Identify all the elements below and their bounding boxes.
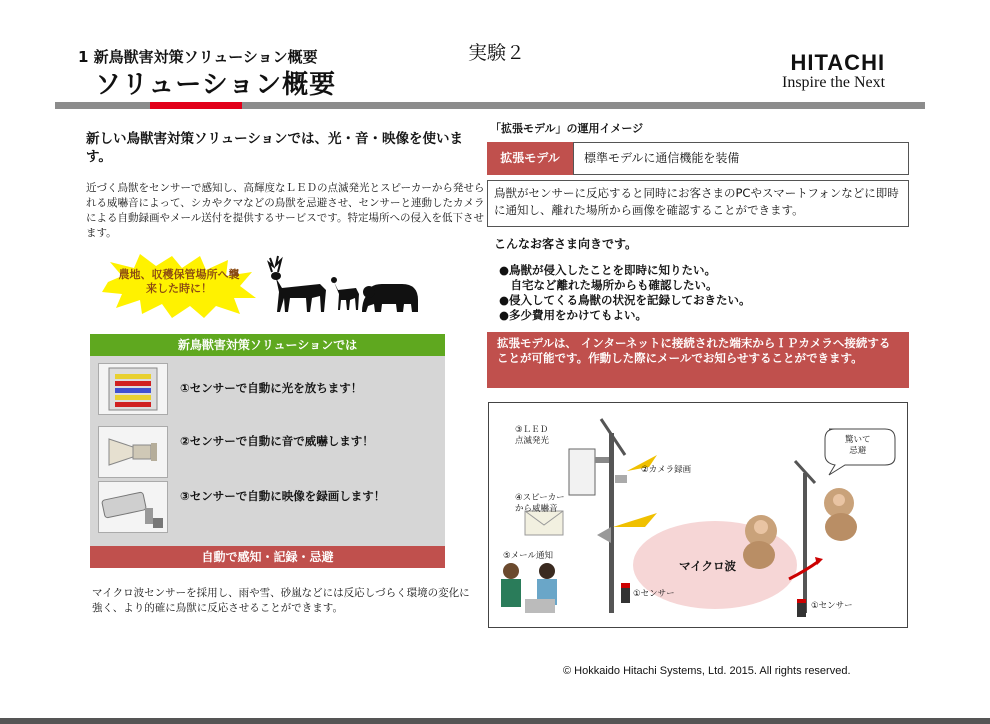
speech-bubble-text: 驚いて 忌避 — [845, 435, 871, 456]
speaker-horn-icon — [99, 427, 167, 477]
lead-text: 新しい鳥獣害対策ソリューションでは、光・音・映像を使います。 — [86, 131, 464, 165]
target-customers-heading: こんなお客さま向きです。 — [494, 237, 638, 251]
burst-text: 農地、収穫保管場所へ襲来した時に！ — [118, 268, 240, 295]
animals-silhouette-icon — [262, 254, 422, 316]
logo-tagline: Inspire the Next — [782, 74, 886, 91]
security-camera-icon — [99, 482, 167, 532]
feature-item-light: ①センサーで自動に光を放ちます！ — [180, 381, 363, 395]
logo-brand: HITACHI — [790, 50, 886, 75]
microwave-label: マイクロ波 — [679, 559, 737, 573]
feature-item-sound: ②センサーで自動に音で威嚇します！ — [180, 434, 374, 448]
bullet-item: ●侵入してくる鳥獣の状況を記録しておきたい。 — [499, 293, 751, 307]
panel-header: 新鳥獣害対策ソリューションでは — [90, 334, 445, 356]
bullet-item: 自宅など離れた場所からも確認したい。 — [499, 278, 718, 292]
led-label: ③ＬＥＤ 点滅発光 — [515, 425, 550, 446]
description-text: 近づく鳥獣をセンサーで感知し、高輝度なＬＥＤの点滅発光とスピーカーから発せられる威嚇音によって、シカやクマなどの鳥獣を忌避させ、センサーと連動したカメラによる自動録画やメール送付を提供するサービスです。特定場所への侵入を低下させます。 — [86, 182, 485, 239]
feature-item-video: ③センサーで自動に映像を録画します！ — [180, 489, 386, 503]
camera-label: ②カメラ録画 — [641, 465, 692, 475]
microwave-note: マイクロ波センサーを採用し、雨や雪、砂嵐などには反応しづらく環境の変化に強く、より的確に鳥獣に反応させることができます。 — [92, 587, 470, 614]
sensor-label-1: ①センサー — [633, 589, 675, 599]
section-heading: 1 新鳥獣害対策ソリューション概要 — [78, 48, 318, 66]
extended-model-caption: 「拡張モデル」の運用イメージ — [490, 122, 644, 135]
camera-image — [98, 481, 168, 533]
extended-model-note: 拡張モデルは、 インターネットに接続された端末からＩＰカメラへ接続することが可能です。作動した際にメールでお知らせすることができます。 — [487, 332, 909, 388]
extended-model-tag: 拡張モデル — [487, 142, 573, 175]
copyright: © Hokkaido Hitachi Systems, Ltd. 2015. All rights reserved. — [563, 665, 851, 677]
speaker-image — [98, 426, 168, 478]
mail-label: ⑤メール通知 — [503, 551, 553, 561]
led-lamp-image — [98, 363, 168, 415]
header-rule-accent — [150, 102, 242, 109]
deployment-diagram — [488, 402, 908, 628]
notification-desc: 鳥獣がセンサーに反応すると同時にお客さまのPCやスマートフォンなどに即時に通知し、離れた場所から画像を確認することができます。 — [487, 180, 909, 227]
panel-footer: 自動で感知・記録・忌避 — [90, 546, 445, 568]
target-customers-list — [499, 263, 751, 323]
experiment-label: 実験２ — [468, 42, 526, 64]
page-title: ソリューション概要 — [95, 70, 337, 100]
hitachi-logo — [782, 50, 885, 92]
speaker-label: ④スピーカー から威嚇音 — [515, 493, 565, 514]
led-lamp-icon — [99, 364, 167, 414]
extended-model-desc: 標準モデルに通信機能を装備 — [573, 142, 909, 175]
footer-rule — [0, 718, 990, 724]
sensor-label-2: ①センサー — [811, 601, 853, 611]
bullet-item: ●鳥獣が侵入したことを即時に知りたい。 — [499, 263, 717, 277]
bullet-item: ●多少費用をかけてもよい。 — [499, 308, 648, 322]
